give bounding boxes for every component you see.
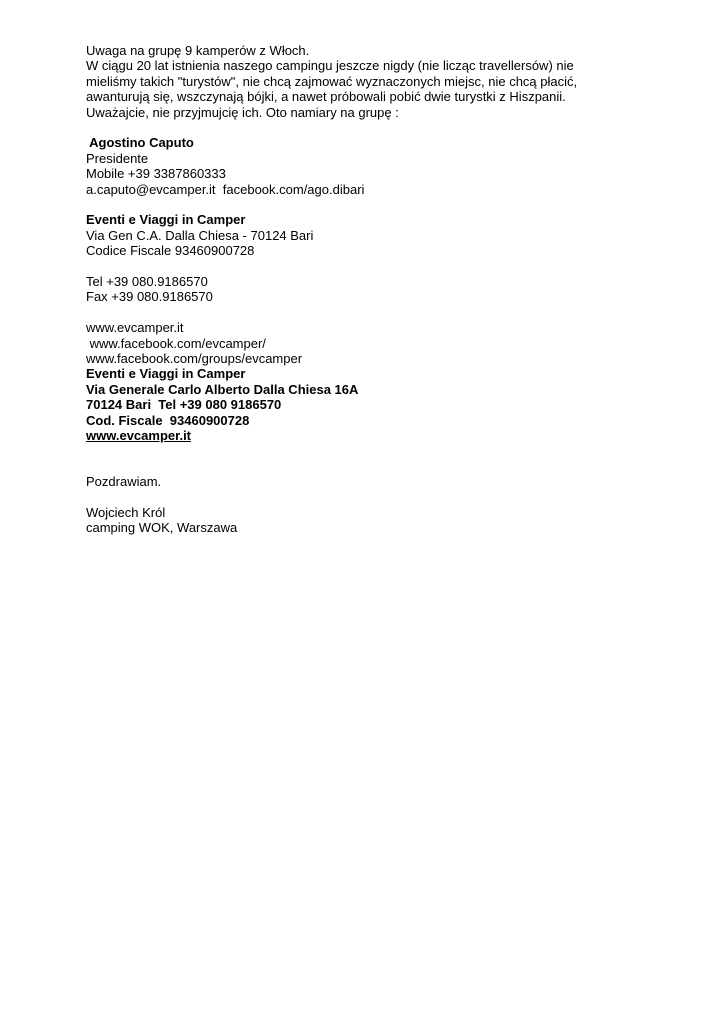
spacer [86,259,646,274]
phone-tel: Tel +39 080.9186570 [86,274,208,290]
spacer [86,305,646,320]
link-website: www.evcamper.it [86,320,184,336]
signature-tax: Cod. Fiscale 93460900728 [86,412,250,428]
contact-mobile: Mobile +39 3387860333 [86,166,226,182]
link-facebook-page: www.facebook.com/evcamper/ [86,335,266,351]
link-facebook-group: www.facebook.com/groups/evcamper [86,351,303,367]
organization-address: Via Gen C.A. Dalla Chiesa - 70124 Bari [86,227,314,243]
contact-name: Agostino Caputo [86,135,194,151]
signature-org: Eventi e Viaggi in Camper [86,366,246,382]
signature-web-link[interactable]: www.evcamper.it [86,428,192,444]
spacer [86,120,646,135]
phone-fax: Fax +39 080.9186570 [86,289,213,305]
signature-address: Via Generale Carlo Alberto Dalla Chiesa 16A [86,381,359,397]
closing-greeting: Pozdrawiam. [86,474,162,490]
contact-email-facebook: a.caputo@evcamper.it facebook.com/ago.dibari [86,181,365,197]
spacer [86,490,646,505]
intro-line-1: Uwaga na grupę 9 kamperów z Włoch. [86,43,310,58]
spacer [86,197,646,212]
closing-author: Wojciech Król [86,505,166,521]
intro-line-2: W ciągu 20 lat istnienia naszego campingu jeszcze nigdy (nie licząc travellersów) nie [86,58,574,74]
organization-name: Eventi e Viaggi in Camper [86,212,246,228]
spacer [86,459,646,474]
closing-company: camping WOK, Warszawa [86,520,238,536]
spacer [86,444,646,459]
intro-line-5: Uważajcie, nie przyjmujcię ich. Oto namiary na grupę : [86,104,399,120]
intro-line-4: awanturują się, wszczynają bójki, a nawet próbowali pobić dwie turystki z Hiszpanii. [86,89,566,105]
document-body [86,43,646,536]
signature-city-tel: 70124 Bari Tel +39 080 9186570 [86,397,282,413]
organization-tax-code: Codice Fiscale 93460900728 [86,243,255,259]
intro-line-3: mieliśmy takich "turystów", nie chcą zajmować wyznaczonych miejsc, nie chcą płacić, [86,73,578,89]
contact-role: Presidente [86,150,149,166]
